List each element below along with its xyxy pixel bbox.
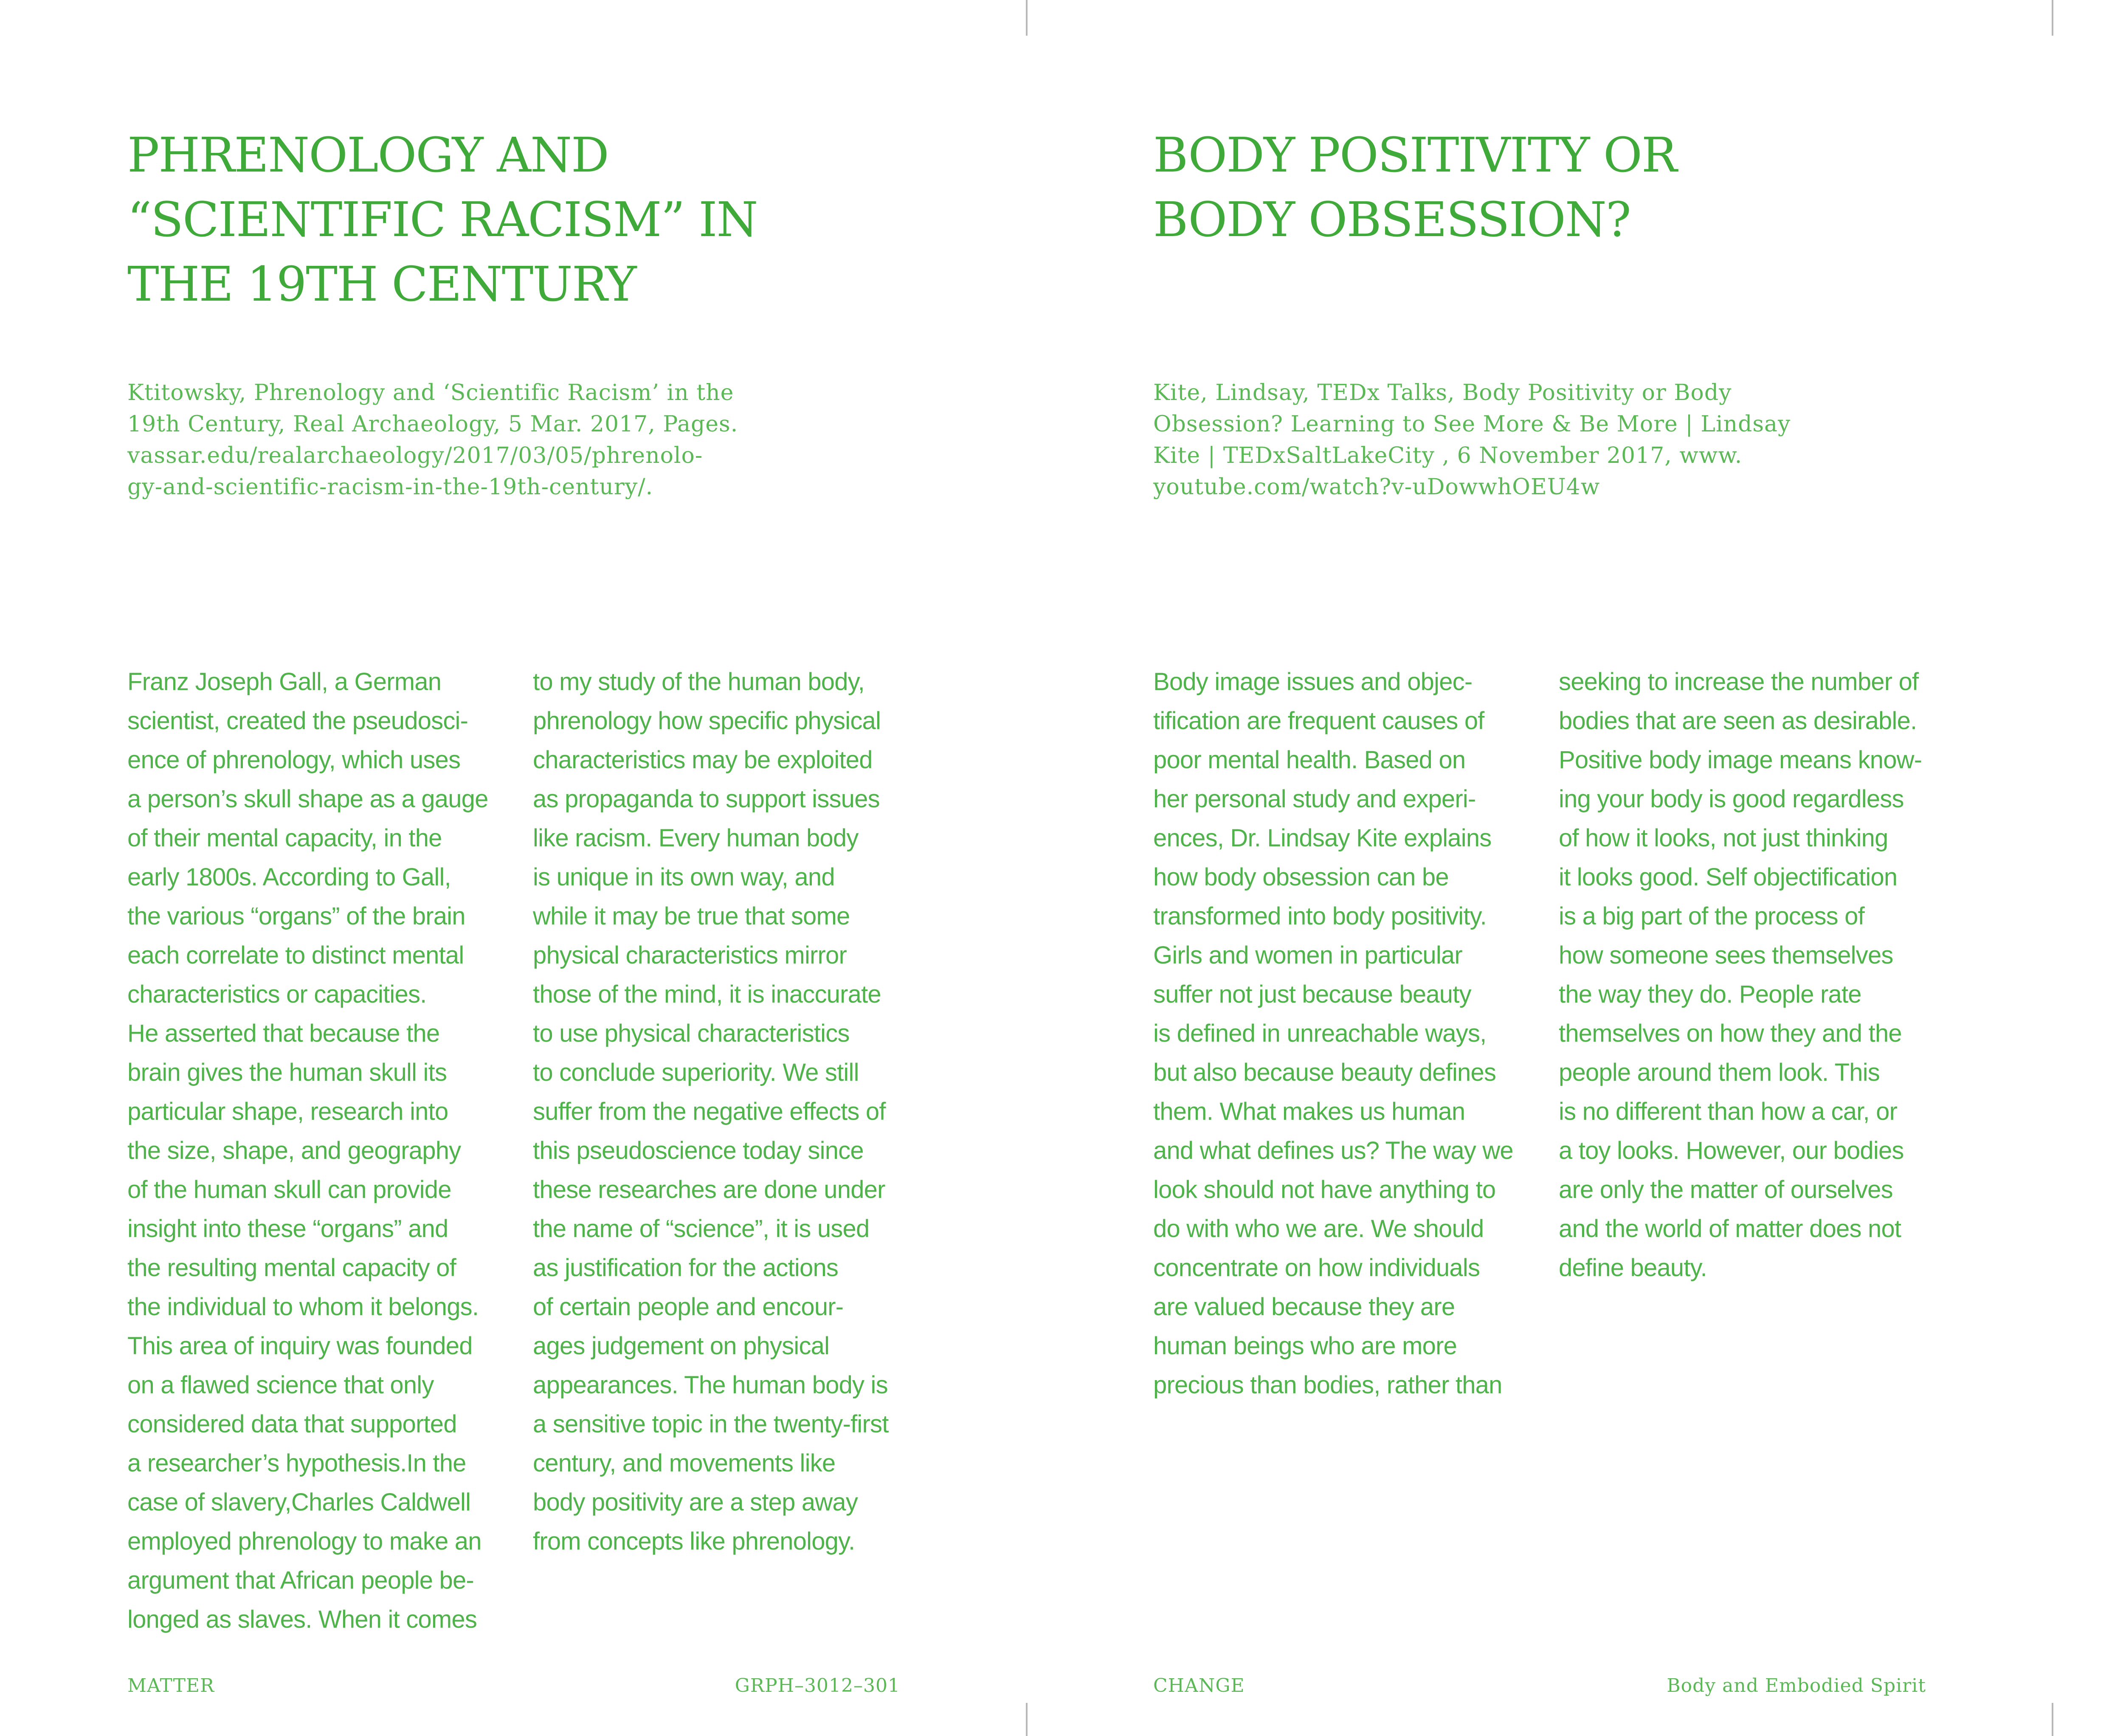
body-line: particular shape, research into <box>127 1098 448 1125</box>
body-line: body positivity are a step away <box>533 1488 858 1516</box>
body-line: ages judgement on physical <box>533 1332 830 1360</box>
body-line: insight into these “organs” and <box>127 1215 448 1243</box>
title-line: PHRENOLOGY AND <box>127 128 608 183</box>
body-line: as justification for the actions <box>533 1254 839 1282</box>
body-line: suffer not just because beauty <box>1153 981 1471 1008</box>
body-line: people around them look. This <box>1559 1059 1880 1086</box>
footer-theme: Body and Embodied Spirit <box>1667 1675 1926 1697</box>
body-line: precious than bodies, rather than <box>1153 1371 1502 1399</box>
citation-line: Obsession? Learning to See More & Be More | Lindsay <box>1153 411 1791 437</box>
body-line: poor mental health. Based on <box>1153 746 1466 774</box>
body-line: appearances. The human body is <box>533 1371 888 1399</box>
body-line: seeking to increase the number of <box>1559 668 1919 696</box>
body-line: on a flawed science that only <box>127 1371 434 1399</box>
body-line: transformed into body positivity. <box>1153 902 1487 930</box>
page-column-phrenology <box>127 0 900 1736</box>
body-line: is defined in unreachable ways, <box>1153 1020 1487 1047</box>
body-line: define beauty. <box>1559 1254 1707 1282</box>
body-line: but also because beauty defines <box>1153 1059 1496 1086</box>
body-line: Positive body image means know- <box>1559 746 1922 774</box>
citation-line: 19th Century, Real Archaeology, 5 Mar. 2017, Pages. <box>127 411 738 437</box>
body-line: from concepts like phrenology. <box>533 1527 855 1555</box>
body-line: ences, Dr. Lindsay Kite explains <box>1153 824 1492 852</box>
body-line: scientist, created the pseudosci- <box>127 707 468 735</box>
body-line: a person’s skull shape as a gauge <box>127 785 488 813</box>
footer-section-label: MATTER <box>127 1675 215 1697</box>
body-line: This area of inquiry was founded <box>127 1332 473 1360</box>
body-line: are only the matter of ourselves <box>1559 1176 1893 1203</box>
body-line: how someone sees themselves <box>1559 941 1893 969</box>
body-line: of certain people and encour- <box>533 1293 844 1321</box>
body-line: bodies that are seen as desirable. <box>1559 707 1917 735</box>
body-line: argument that African people be- <box>127 1567 474 1594</box>
body-line: each correlate to distinct mental <box>127 941 464 969</box>
citation-line: Ktitowsky, Phrenology and ‘Scientific Racism’ in the <box>127 380 734 406</box>
body-line: Body image issues and objec- <box>1153 668 1473 696</box>
body-line: those of the mind, it is inaccurate <box>533 981 881 1008</box>
spread-divider-bottom-2 <box>2052 1703 2053 1736</box>
page-title <box>1153 123 1926 252</box>
title-line: BODY POSITIVITY OR <box>1153 128 1677 183</box>
citation-line: gy-and-scientific-racism-in-the-19th-century/. <box>127 474 653 500</box>
citation <box>1153 377 1926 503</box>
body-line: the resulting mental capacity of <box>127 1254 456 1282</box>
body-text-left <box>127 662 510 1639</box>
body-text-right <box>1559 662 1932 1288</box>
body-line: is a big part of the process of <box>1559 902 1864 930</box>
body-line: brain gives the human skull its <box>127 1059 447 1086</box>
body-line: themselves on how they and the <box>1559 1020 1902 1047</box>
title-line: THE 19TH CENTURY <box>127 257 636 312</box>
body-line: is no different than how a car, or <box>1559 1098 1898 1125</box>
body-line: the individual to whom it belongs. <box>127 1293 479 1321</box>
body-line: a researcher’s hypothesis.In the <box>127 1449 466 1477</box>
body-line: century, and movements like <box>533 1449 836 1477</box>
body-line: Franz Joseph Gall, a German <box>127 668 442 696</box>
body-line: the size, shape, and geography <box>127 1137 461 1164</box>
body-line: phrenology how specific physical <box>533 707 881 735</box>
body-line: look should not have anything to <box>1153 1176 1496 1203</box>
body-line: longed as slaves. When it comes <box>127 1606 477 1633</box>
body-line: of how it looks, not just thinking <box>1559 824 1888 852</box>
body-line: case of slavery,Charles Caldwell <box>127 1488 471 1516</box>
page-title <box>127 123 900 317</box>
footer-course-code: GRPH–3012–301 <box>735 1675 900 1697</box>
body-line: are valued because they are <box>1153 1293 1455 1321</box>
body-line: of their mental capacity, in the <box>127 824 442 852</box>
body-line: a toy looks. However, our bodies <box>1559 1137 1904 1164</box>
body-line: concentrate on how individuals <box>1153 1254 1480 1282</box>
body-line: tification are frequent causes of <box>1153 707 1484 735</box>
citation-line: vassar.edu/realarchaeology/2017/03/05/phrenolo- <box>127 443 703 468</box>
citation-line: Kite, Lindsay, TEDx Talks, Body Positivity or Body <box>1153 380 1732 406</box>
footer-section-label: CHANGE <box>1153 1675 1245 1697</box>
body-line: the name of “science”, it is used <box>533 1215 870 1243</box>
body-line: suffer from the negative effects of <box>533 1098 886 1125</box>
citation <box>127 377 900 503</box>
title-line: BODY OBSESSION? <box>1153 192 1630 248</box>
body-line: ence of phrenology, which uses <box>127 746 461 774</box>
page-column-body-positivity <box>1153 0 1926 1736</box>
body-line: He asserted that because the <box>127 1020 440 1047</box>
body-line: characteristics may be exploited <box>533 746 873 774</box>
body-line: as propaganda to support issues <box>533 785 880 813</box>
body-line: a sensitive topic in the twenty-first <box>533 1410 889 1438</box>
body-line: them. What makes us human <box>1153 1098 1465 1125</box>
body-line: the various “organs” of the brain <box>127 902 465 930</box>
body-line: it looks good. Self objectification <box>1559 863 1898 891</box>
citation-line: Kite | TEDxSaltLakeCity , 6 November 2017, www. <box>1153 443 1743 468</box>
body-line: human beings who are more <box>1153 1332 1457 1360</box>
spread-divider-top-1 <box>1026 0 1028 36</box>
body-line: to use physical characteristics <box>533 1020 850 1047</box>
body-line: to my study of the human body, <box>533 668 864 696</box>
body-line: while it may be true that some <box>533 902 850 930</box>
body-line: her personal study and experi- <box>1153 785 1476 813</box>
body-line: of the human skull can provide <box>127 1176 451 1203</box>
body-line: early 1800s. According to Gall, <box>127 863 451 891</box>
body-line: is unique in its own way, and <box>533 863 835 891</box>
body-line: Girls and women in particular <box>1153 941 1462 969</box>
body-line: characteristics or capacities. <box>127 981 427 1008</box>
body-line: employed phrenology to make an <box>127 1527 481 1555</box>
body-line: and what defines us? The way we <box>1153 1137 1513 1164</box>
spread-divider-bottom-1 <box>1026 1703 1028 1736</box>
body-line: and the world of matter does not <box>1559 1215 1901 1243</box>
body-line: considered data that supported <box>127 1410 457 1438</box>
title-line: “SCIENTIFIC RACISM” IN <box>127 192 757 248</box>
body-text-left <box>1153 662 1535 1405</box>
body-line: the way they do. People rate <box>1559 981 1861 1008</box>
body-line: these researches are done under <box>533 1176 885 1203</box>
body-line: this pseudoscience today since <box>533 1137 864 1164</box>
body-line: how body obsession can be <box>1153 863 1449 891</box>
body-line: do with who we are. We should <box>1153 1215 1484 1243</box>
body-line: physical characteristics mirror <box>533 941 847 969</box>
spread-divider-top-2 <box>2052 0 2053 36</box>
body-line: to conclude superiority. We still <box>533 1059 859 1086</box>
body-line: like racism. Every human body <box>533 824 859 852</box>
body-text-right <box>533 662 907 1561</box>
citation-line: youtube.com/watch?v-uDowwhOEU4w <box>1153 474 1600 500</box>
body-line: ing your body is good regardless <box>1559 785 1904 813</box>
